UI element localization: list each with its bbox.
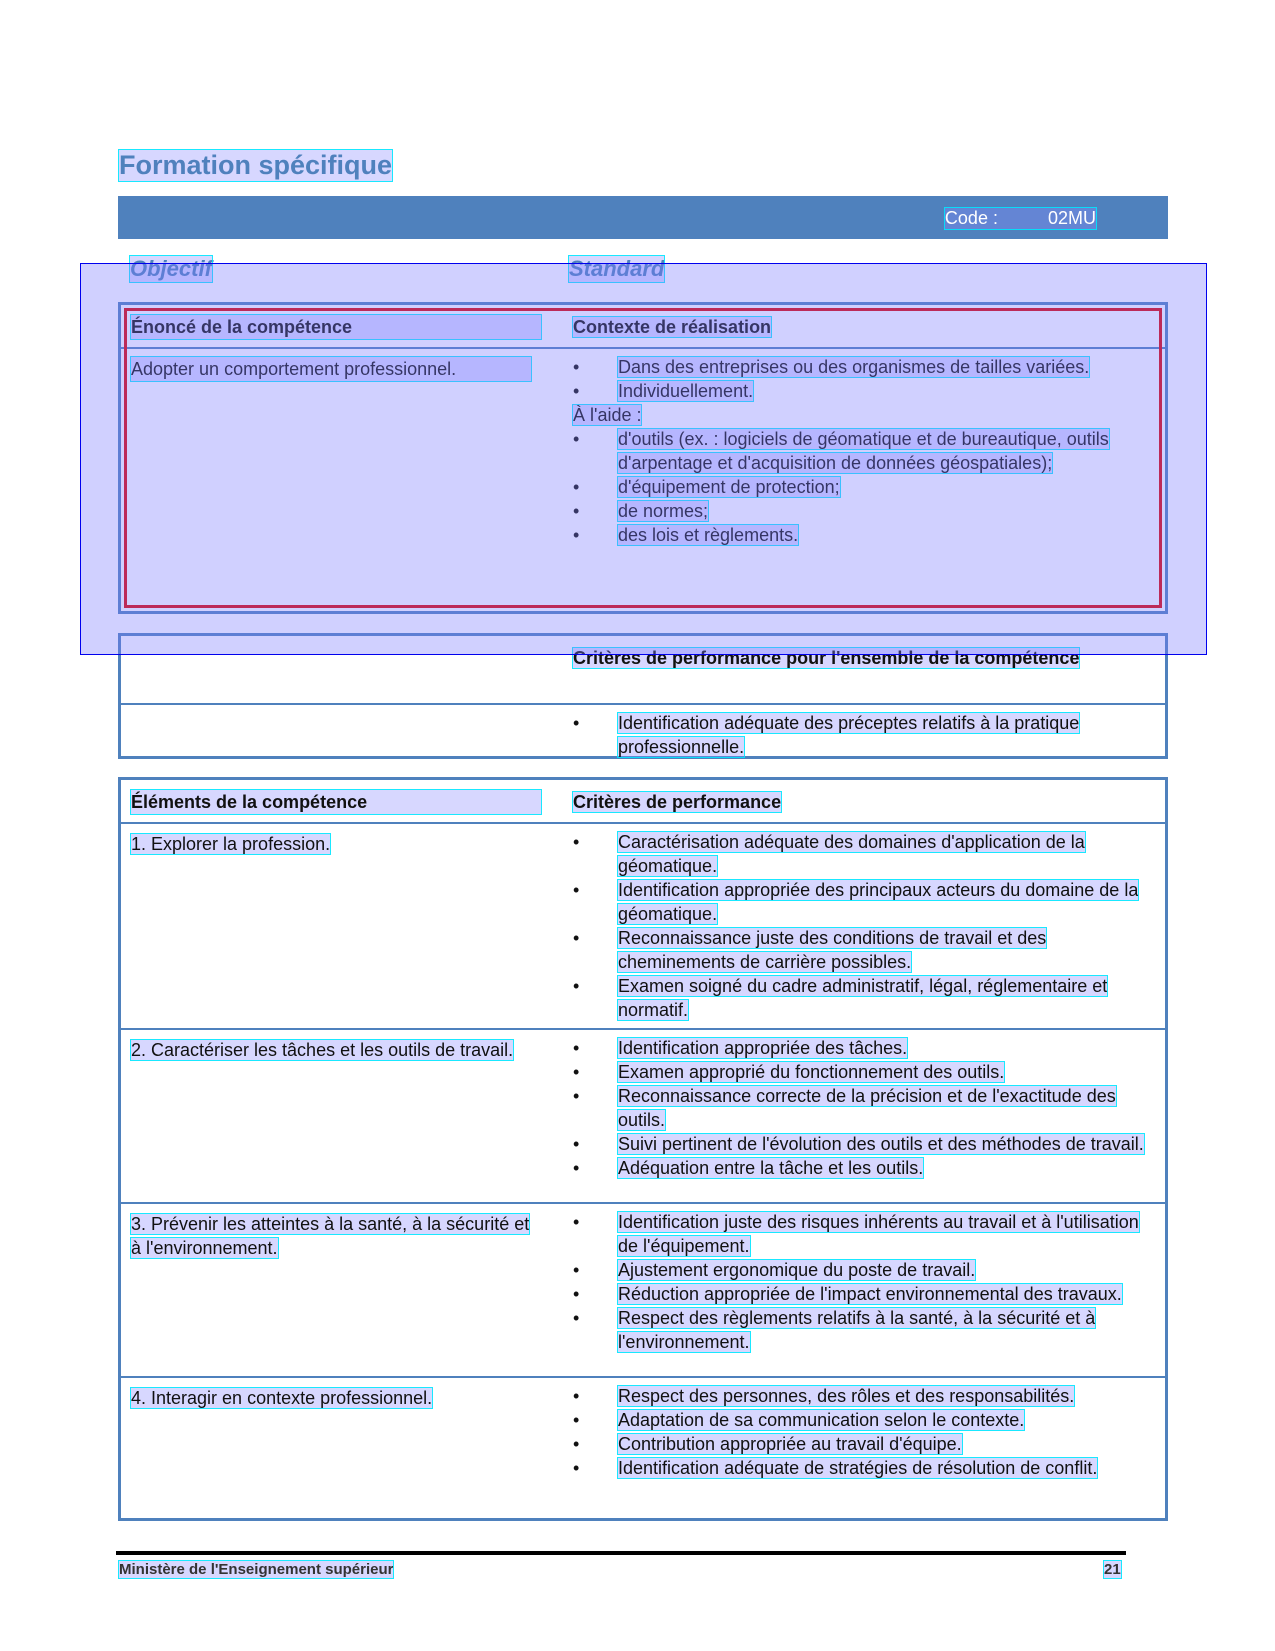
bullet-icon: • — [573, 1458, 580, 1478]
list-item-text: Adéquation entre la tâche et les outils. — [618, 1158, 924, 1178]
bullet-icon: • — [573, 928, 580, 948]
list-item — [573, 475, 1155, 499]
table-header-row — [121, 305, 1165, 347]
table-row — [121, 347, 1165, 611]
bullet-icon: • — [573, 381, 580, 401]
objectif-heading: Objectif — [130, 256, 212, 281]
list-item-text: d'outils (ex. : logiciels de géomatique et de bureautique, outils d'arpentage et d'acquisition de données géospatiales); — [618, 429, 1109, 473]
element-cell — [131, 1212, 541, 1260]
list-item-text: Individuellement. — [618, 381, 754, 401]
list-item — [573, 403, 1155, 427]
element-cell — [131, 1038, 541, 1062]
code-value: 02MU — [1047, 208, 1096, 228]
list-item-text: Contribution appropriée au travail d'équipe. — [618, 1434, 962, 1454]
right-header: Critères de performance — [573, 792, 782, 812]
left-header: Énoncé de la compétence — [131, 315, 541, 339]
list-item-text: d'équipement de protection; — [618, 477, 840, 497]
right-header: Contexte de réalisation — [573, 317, 772, 337]
list-item — [573, 1306, 1155, 1354]
list-item-text: Réduction appropriée de l'impact environnemental des travaux. — [618, 1284, 1122, 1304]
table-header-row — [121, 780, 1165, 822]
bullet-icon: • — [573, 1134, 580, 1154]
bullet-icon: • — [573, 1434, 580, 1454]
list-item — [573, 974, 1155, 1022]
element-label: 2. Caractériser les tâches et les outils de travail. — [131, 1040, 514, 1060]
list-item-text: Suivi pertinent de l'évolution des outils et des méthodes de travail. — [618, 1134, 1144, 1154]
list-item-text: de normes; — [618, 501, 709, 521]
list-item-text: Identification appropriée des principaux acteurs du domaine de la géomatique. — [618, 880, 1139, 924]
bullet-icon: • — [573, 357, 580, 377]
list-item — [573, 523, 1155, 547]
elements-table — [118, 777, 1168, 1521]
footer-ministry: Ministère de l'Enseignement supérieur — [119, 1561, 394, 1578]
element-cell — [131, 832, 541, 856]
left-header: Éléments de la compétence — [131, 790, 541, 814]
list-item — [573, 878, 1155, 926]
bullet-icon: • — [573, 976, 580, 996]
element-label: 1. Explorer la profession. — [131, 834, 331, 854]
list-item-text: Identification adéquate de stratégies de résolution de conflit. — [618, 1458, 1098, 1478]
bullet-icon: • — [573, 1308, 580, 1328]
global-criteria-table — [118, 633, 1168, 759]
element-cell — [131, 1386, 541, 1410]
page-number: 21 — [1104, 1561, 1121, 1578]
standard-heading: Standard — [569, 256, 665, 281]
bullet-icon: • — [573, 1260, 580, 1280]
table-header-row — [121, 636, 1165, 703]
competence-table — [118, 302, 1168, 614]
element-label: 3. Prévenir les atteintes à la santé, à la sécurité et à l'environnement. — [131, 1214, 530, 1258]
code-label-text: Code : — [944, 208, 998, 228]
list-item — [573, 711, 1155, 759]
list-item — [573, 1036, 1155, 1060]
bullet-icon: • — [573, 1158, 580, 1178]
list-item — [573, 499, 1155, 523]
bullet-icon: • — [573, 429, 580, 449]
footer-divider — [116, 1551, 1126, 1555]
list-item — [573, 1132, 1155, 1156]
list-item — [573, 355, 1155, 379]
list-item-text: Reconnaissance juste des conditions de travail et des cheminements de carrière possibles. — [618, 928, 1047, 972]
list-item — [573, 1408, 1155, 1432]
table-row — [121, 1028, 1165, 1202]
list-item-text: À l'aide : — [573, 405, 642, 425]
list-item-text: Ajustement ergonomique du poste de travail. — [618, 1260, 976, 1280]
bullet-icon: • — [573, 713, 580, 733]
bullet-icon: • — [573, 477, 580, 497]
bullet-icon: • — [573, 501, 580, 521]
competence-statement: Adopter un comportement professionnel. — [131, 357, 531, 381]
list-item-text: Identification adéquate des préceptes relatifs à la pratique professionnelle. — [618, 713, 1080, 757]
list-item — [573, 926, 1155, 974]
list-item-text: Adaptation de sa communication selon le contexte. — [618, 1410, 1025, 1430]
list-item — [573, 1156, 1155, 1180]
list-item — [573, 1084, 1155, 1132]
list-item — [573, 1258, 1155, 1282]
bullet-icon: • — [573, 1062, 580, 1082]
table-row — [121, 703, 1165, 759]
list-item — [573, 1456, 1155, 1480]
list-item — [573, 1210, 1155, 1258]
bullet-icon: • — [573, 832, 580, 852]
bullet-icon: • — [573, 880, 580, 900]
list-item — [573, 830, 1155, 878]
bullet-icon: • — [573, 1038, 580, 1058]
element-label: 4. Interagir en contexte professionnel. — [131, 1388, 433, 1408]
list-item-text: Respect des règlements relatifs à la santé, à la sécurité et à l'environnement. — [618, 1308, 1096, 1352]
bullet-icon: • — [573, 525, 580, 545]
list-item-text: Respect des personnes, des rôles et des responsabilités. — [618, 1386, 1075, 1406]
list-item-text: Examen approprié du fonctionnement des outils. — [618, 1062, 1005, 1082]
list-item-text: Reconnaissance correcte de la précision et de l'exactitude des outils. — [618, 1086, 1116, 1130]
bullet-icon: • — [573, 1212, 580, 1232]
list-item — [573, 379, 1155, 403]
list-item-text: Examen soigné du cadre administratif, légal, réglementaire et normatif. — [618, 976, 1108, 1020]
right-header: Critères de performance pour l'ensemble de la compétence — [573, 648, 1080, 668]
list-item — [573, 1432, 1155, 1456]
list-item-text: Dans des entreprises ou des organismes de tailles variées. — [618, 357, 1090, 377]
list-item-text: Identification appropriée des tâches. — [618, 1038, 908, 1058]
bullet-icon: • — [573, 1284, 580, 1304]
list-item — [573, 1282, 1155, 1306]
list-item-text: des lois et règlements. — [618, 525, 799, 545]
code-label — [945, 208, 1096, 229]
table-row — [121, 1376, 1165, 1512]
list-item-text: Identification juste des risques inhérents au travail et à l'utilisation de l'équipement. — [618, 1212, 1139, 1256]
table-row — [121, 1202, 1165, 1376]
bullet-icon: • — [573, 1410, 580, 1430]
page-title: Formation spécifique — [119, 150, 393, 180]
list-item-text: Caractérisation adéquate des domaines d'application de la géomatique. — [618, 832, 1085, 876]
code-bar — [118, 196, 1168, 239]
list-item — [573, 1060, 1155, 1084]
list-item — [573, 1384, 1155, 1408]
table-row — [121, 822, 1165, 1028]
bullet-icon: • — [573, 1386, 580, 1406]
list-item — [573, 427, 1155, 475]
bullet-icon: • — [573, 1086, 580, 1106]
